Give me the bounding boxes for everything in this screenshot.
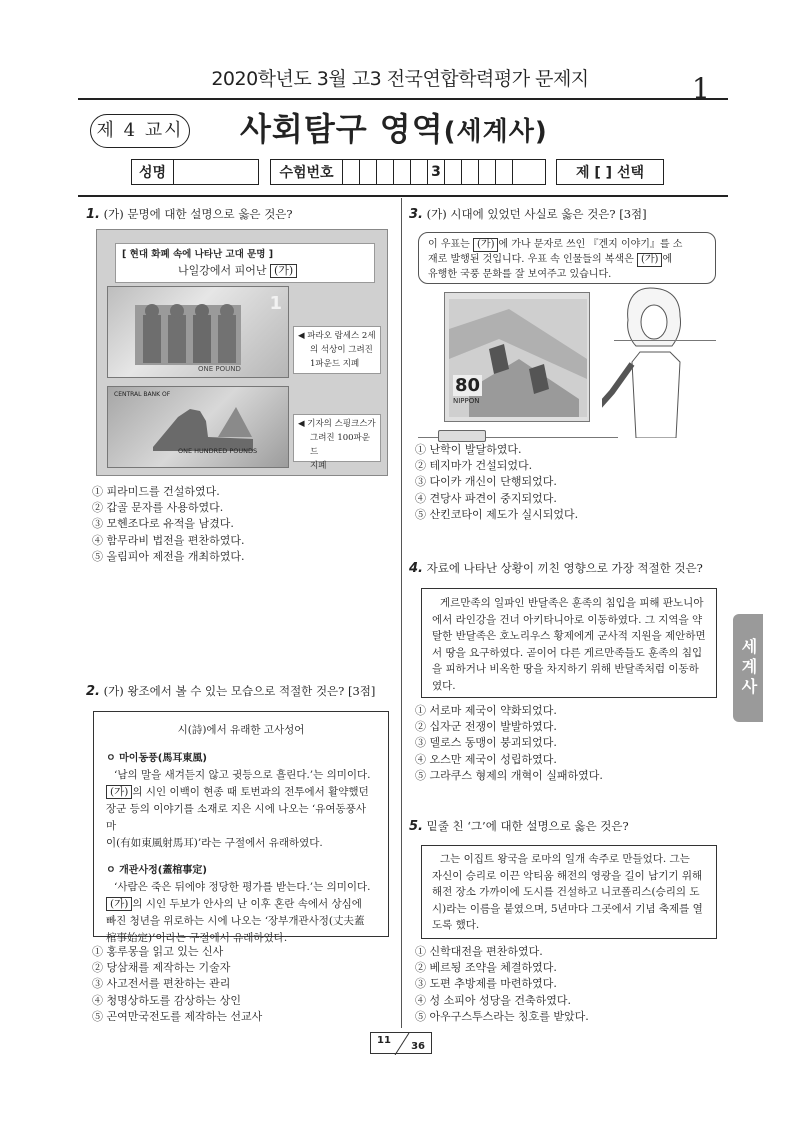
q4-choice-3[interactable]: ③ 델로스 동맹이 붕괴되었다.	[415, 736, 557, 750]
q3-box-label: (가)	[637, 253, 662, 267]
q2-item2-line: 의 시인 두보가 안사의 난 이후 혼란 속에서 상심에	[132, 898, 362, 910]
q3-box-label: (가)	[473, 238, 498, 252]
bubble-text: 재로 발행된 것입니다. 우표 속 인물들의 복색은	[428, 254, 634, 265]
q1-caption-line: 나일강에서 피어난	[178, 264, 267, 277]
q2-item2-line: 빠진 청년을 위로하는 시에 나오는 ‘장부개관사정(丈夫蓋	[106, 915, 365, 927]
q4-panel-line: 탈한 반달족은 호노리우스 황제에게 군사적 지원을 제안하면	[432, 630, 706, 642]
q1-prompt-text: (가) 문명에 대한 설명으로 옳은 것은?	[103, 207, 293, 221]
banknote-value-mark: 1	[269, 293, 282, 314]
note-line: 1파운드 지폐	[310, 359, 360, 369]
q1-prompt	[86, 206, 293, 223]
q5-choice-5[interactable]: ⑤ 아우구스투스라는 칭호를 받았다.	[415, 1009, 589, 1023]
q4-panel-line: 에서 라인강을 건너 아키타니아로 이동하였다. 그 지역을 약	[432, 613, 703, 626]
page-number: 1	[692, 72, 710, 105]
q5-choice-1[interactable]: ① 신학대전을 편찬하였다.	[415, 945, 543, 958]
postage-stamp	[444, 292, 590, 422]
q5-panel-line: 그는 이집트 왕국을 로마의 일개 속주로 만들었다. 그는	[440, 853, 690, 865]
temple-statues-image	[133, 295, 243, 367]
page-current: 11	[377, 1035, 391, 1046]
note-line: 지폐	[310, 461, 327, 471]
selection-field: 제 [ ] 선택	[556, 159, 664, 185]
q4-panel-line: 을 피하거나 비옥한 땅을 차지하기 위해 반달족처럼 이동하	[432, 663, 699, 675]
q4-prompt-text: 자료에 나타난 상황이 끼친 영향으로 가장 적절한 것은?	[426, 561, 703, 575]
q3-number: 3.	[409, 207, 423, 222]
q5-number: 5.	[409, 819, 423, 834]
hundred-pounds-text: ONE HUNDRED POUNDS	[178, 447, 258, 455]
q2-item2-line: 棺事始定)’이라는 구절에서 유래하였다.	[106, 932, 288, 944]
q4-choice-1[interactable]: ① 서로마 제국이 약화되었다.	[415, 704, 557, 717]
q2-item1-line: 이(有如東風射馬耳)’라는 구절에서 유래하였다.	[106, 837, 323, 849]
speech-bubble	[418, 232, 716, 284]
teacher-illustration	[602, 282, 712, 438]
header-divider	[78, 195, 728, 197]
q4-prompt	[409, 560, 703, 577]
q5-panel-line: 도록 했다.	[432, 919, 480, 931]
q5-prompt	[409, 818, 629, 835]
q3-choice-5[interactable]: ⑤ 산킨코타이 제도가 실시되었다.	[415, 507, 579, 521]
q1-caption-title: [ 현대 화폐 속에 나타난 고대 문명 ]	[122, 249, 274, 260]
q2-item1-title: ㅇ 마이동풍(馬耳東風)	[106, 753, 207, 764]
one-pound-banknote	[107, 286, 289, 378]
stamp-country: NIPPON	[453, 397, 480, 405]
digit-cell	[411, 160, 428, 184]
q4-choice-2[interactable]: ② 십자군 전쟁이 발발하였다.	[415, 720, 557, 734]
subject-side-tab: 세계사	[733, 614, 763, 722]
q4-panel-line: 서 땅을 요구하였다. 곧이어 다른 게르만족들도 훈족의 침입	[432, 646, 703, 659]
note-line: 의 석상이 그려진	[310, 345, 373, 355]
q2-box-label: (가)	[106, 897, 132, 911]
q1-choice-1[interactable]: ① 피라미드를 건설하였다.	[92, 485, 220, 498]
note-line: 그려진 100파운드	[310, 433, 370, 457]
q5-source-panel	[421, 845, 717, 939]
q2-panel-title: 시(詩)에서 유래한 고사성어	[177, 724, 305, 736]
q5-choice-2[interactable]: ② 베르됭 조약을 체결하였다.	[415, 961, 557, 975]
top-divider	[78, 98, 728, 100]
page-total: 36	[411, 1041, 425, 1052]
q1-choice-2[interactable]: ② 갑골 문자를 사용하였다.	[92, 501, 224, 515]
hundred-pound-banknote	[107, 386, 289, 468]
q3-choice-2[interactable]: ② 테지마가 건설되었다.	[415, 459, 533, 473]
q4-panel-line: 였다.	[432, 679, 456, 692]
q2-box-label: (가)	[106, 785, 132, 799]
digit-cell	[496, 160, 513, 184]
q2-item2-line: ‘사람은 죽은 뒤에야 정당한 평가를 받는다.’는 의미이다.	[114, 881, 371, 893]
q5-choice-4[interactable]: ④ 성 소피아 성당을 건축하였다.	[415, 993, 571, 1007]
subject-title	[240, 104, 548, 150]
exam-number-label: 수험번호	[271, 160, 343, 184]
digit-cell	[462, 160, 479, 184]
q2-item2-title: ㅇ 개관사정(蓋棺事定)	[106, 865, 207, 876]
stamp-value: 80	[455, 375, 481, 396]
projector-icon	[438, 430, 486, 442]
digit-cell	[394, 160, 411, 184]
note-line: ◀ 기자의 스핑크스가	[298, 419, 376, 429]
q5-panel-line: 해전 장소 가까이에 도시를 건설하고 니코폴리스(승리의 도	[432, 886, 700, 898]
sphinx-image	[148, 397, 258, 453]
q1-banknote-figure	[96, 229, 388, 476]
period-badge: 제 4 교시	[90, 114, 190, 148]
q2-choice-4[interactable]: ④ 청명상하도를 감상하는 상인	[92, 993, 242, 1007]
digit-cell	[513, 160, 530, 184]
note-line: ◀ 파라오 람세스 2세	[298, 331, 376, 341]
digit-cell-filled: 3	[428, 160, 445, 184]
q1-number: 1.	[86, 207, 100, 222]
name-field[interactable]	[131, 159, 259, 185]
q2-choice-3[interactable]: ③ 사고전서를 편찬하는 관리	[92, 977, 231, 991]
q4-panel-line: 게르만족의 일파인 반달족은 훈족의 침입을 피해 판노니아	[440, 597, 704, 609]
q5-panel-line: 자신이 승리로 이끈 악티움 해전의 영광을 길이 남기기 위해	[432, 869, 703, 882]
q3-choice-3[interactable]: ③ 다이카 개신이 단행되었다.	[415, 475, 557, 489]
q2-source-panel	[93, 711, 389, 944]
digit-cell	[445, 160, 462, 184]
q5-prompt-text: 밑줄 친 ‘그’에 대한 설명으로 옳은 것은?	[426, 819, 629, 833]
q2-prompt-text: (가) 왕조에서 볼 수 있는 모습으로 적절한 것은? [3점]	[103, 684, 376, 698]
q2-choices	[92, 944, 262, 1025]
page-counter	[370, 1032, 432, 1054]
q2-item1-line: ‘남의 말을 새겨듣지 않고 귓등으로 흘린다.’는 의미이다.	[114, 769, 371, 781]
q1-choice-4[interactable]: ④ 함무라비 법전을 편찬하였다.	[92, 533, 245, 547]
q5-panel-line: 시)라는 이름을 붙였으며, 5년마다 그곳에서 기념 축제를 열	[432, 902, 703, 915]
digit-cell	[377, 160, 394, 184]
q2-item1-line: 장군 등의 이야기를 소재로 지은 시에 나오는 ‘유여동풍사마	[106, 803, 366, 832]
q1-caption	[115, 243, 375, 283]
q2-prompt	[86, 683, 375, 700]
q2-choice-5[interactable]: ⑤ 곤여만국전도를 제작하는 선교사	[92, 1009, 263, 1023]
bubble-text: 에 가나 문자로 쓰인 『겐지 이야기』를 소	[498, 239, 683, 250]
whiteboard-edge	[614, 340, 716, 341]
q4-source-panel	[421, 588, 717, 698]
digit-cell	[360, 160, 377, 184]
q4-choice-5[interactable]: ⑤ 그라쿠스 형제의 개혁이 실패하였다.	[415, 768, 603, 782]
q3-choice-4[interactable]: ④ 견당사 파견이 중지되었다.	[415, 491, 557, 505]
q2-item1-line: 의 시인 이백이 현종 때 토번과의 전투에서 활약했던	[132, 786, 369, 798]
subject-name: 사회탐구 영역	[240, 110, 444, 148]
one-pound-text: ONE POUND	[198, 365, 241, 373]
q2-number: 2.	[86, 684, 100, 699]
bank-name-text: CENTRAL BANK OF	[114, 391, 171, 398]
exam-number-field[interactable]	[270, 159, 546, 185]
q2-choice-2[interactable]: ② 당삼채를 제작하는 기술자	[92, 961, 231, 975]
q3-choice-1[interactable]: ① 난학이 발달하였다.	[415, 443, 522, 456]
q3-prompt	[409, 206, 647, 223]
digit-cell	[479, 160, 496, 184]
column-divider	[401, 198, 402, 1028]
q1-choice-3[interactable]: ③ 모헨조다로 유적을 남겼다.	[92, 517, 234, 531]
bubble-text: 유행한 국풍 문화를 잘 보여주고 있습니다.	[428, 269, 612, 280]
q4-choice-4[interactable]: ④ 오스만 제국이 성립하였다.	[415, 752, 557, 766]
q3-choices	[415, 442, 578, 523]
q4-choices	[415, 703, 603, 784]
q1-caption-box: (가)	[270, 264, 297, 278]
bubble-text: 에	[662, 254, 673, 265]
q1-choice-5[interactable]: ⑤ 올림피아 제전을 개최하였다.	[92, 549, 245, 563]
subject-sub: (세계사)	[443, 117, 548, 147]
q5-choice-3[interactable]: ③ 도편 추방제를 마련하였다.	[415, 977, 557, 991]
q1-note-1	[293, 326, 381, 374]
q1-choices	[92, 484, 245, 565]
bubble-text: 이 우표는	[428, 239, 470, 250]
q3-prompt-text: (가) 시대에 있었던 사실로 옳은 것은? [3점]	[426, 207, 647, 221]
presentation-screen	[418, 292, 618, 438]
q2-choice-1[interactable]: ① 홍루몽을 읽고 있는 신사	[92, 945, 224, 958]
exam-title: 2020학년도 3월 고3 전국연합학력평가 문제지	[211, 68, 589, 90]
q1-note-2	[293, 414, 381, 471]
q4-number: 4.	[409, 561, 423, 576]
q3-figure	[418, 228, 716, 454]
digit-cell	[343, 160, 360, 184]
q5-choices	[415, 944, 589, 1025]
name-label: 성명	[132, 160, 174, 184]
